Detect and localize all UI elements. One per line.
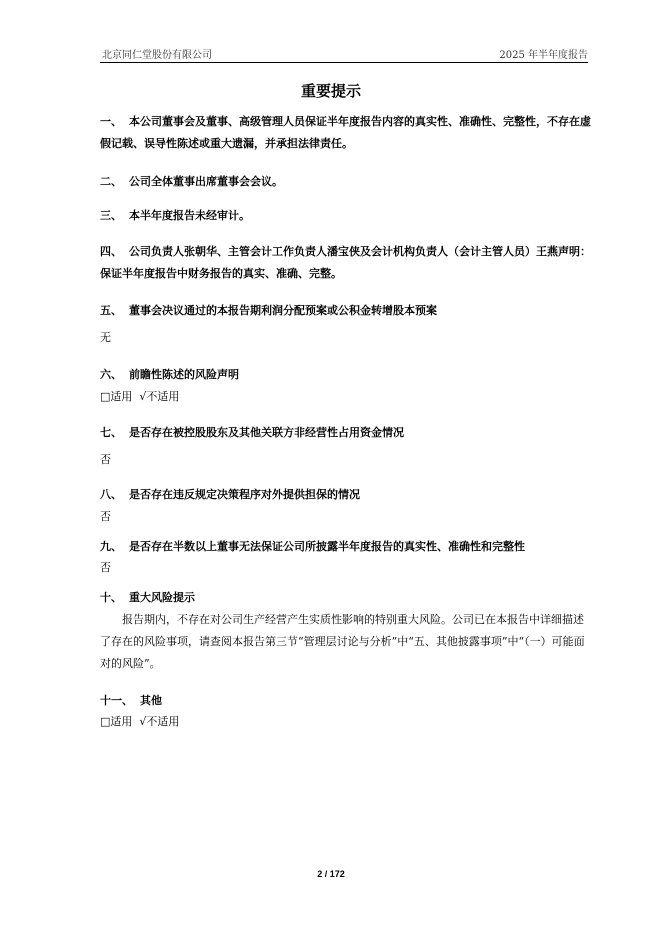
section-4: 四、 公司负责人张朝华、主管会计工作负责人潘宝侠及会计机构负责人（会计主管人员）王燕声明：保证半年度报告中财务报告的真实、准确、完整。: [100, 245, 591, 280]
section-5: 五、 董事会决议通过的本报告期利润分配预案或公积金转增股本预案: [100, 304, 437, 317]
header-company: 北京同仁堂股份有限公司: [102, 50, 212, 61]
page-number: 2 / 172: [317, 869, 345, 879]
section-11: 十一、 其他: [100, 694, 162, 707]
section-7-answer: 否: [100, 453, 111, 466]
section-5-answer: 无: [100, 331, 111, 344]
section-3: 三、 本半年度报告未经审计。: [100, 209, 250, 222]
section-6-answer: □适用 √不适用: [100, 390, 180, 403]
page-title: 重要提示: [300, 82, 361, 100]
section-7: 七、 是否存在被控股股东及其他关联方非经营性占用资金情况: [100, 426, 404, 439]
section-8-answer: 否: [100, 510, 111, 523]
section-1: 一、 本公司董事会及董事、高级管理人员保证半年度报告内容的真实性、准确性、完整性，不存在虚假记载、误导性陈述或重大遗漏，并承担法律责任。: [100, 115, 591, 150]
page-header: [100, 46, 588, 63]
section-10: 十、 重大风险提示: [100, 591, 195, 604]
header-report-title: 2025 年半年度报告: [499, 50, 588, 61]
section-10-answer: 报告期内，不存在对公司生产经营产生实质性影响的特别重大风险。公司已在本报告中详细描述了存在的风险事项，请查阅本报告第三节“管理层讨论与分析”中“五、其他披露事项”中“（一）可能面对的风险”。: [100, 613, 585, 670]
section-8: 八、 是否存在违反规定决策程序对外提供担保的情况: [100, 488, 360, 501]
section-6: 六、 前瞻性陈述的风险声明: [100, 368, 239, 381]
section-9: 九、 是否存在半数以上董事无法保证公司所披露半年度报告的真实性、准确性和完整性: [100, 540, 525, 553]
section-2: 二、 公司全体董事出席董事会会议。: [100, 175, 283, 188]
section-9-answer: 否: [100, 561, 111, 574]
section-11-answer: □适用 √不适用: [100, 715, 180, 728]
